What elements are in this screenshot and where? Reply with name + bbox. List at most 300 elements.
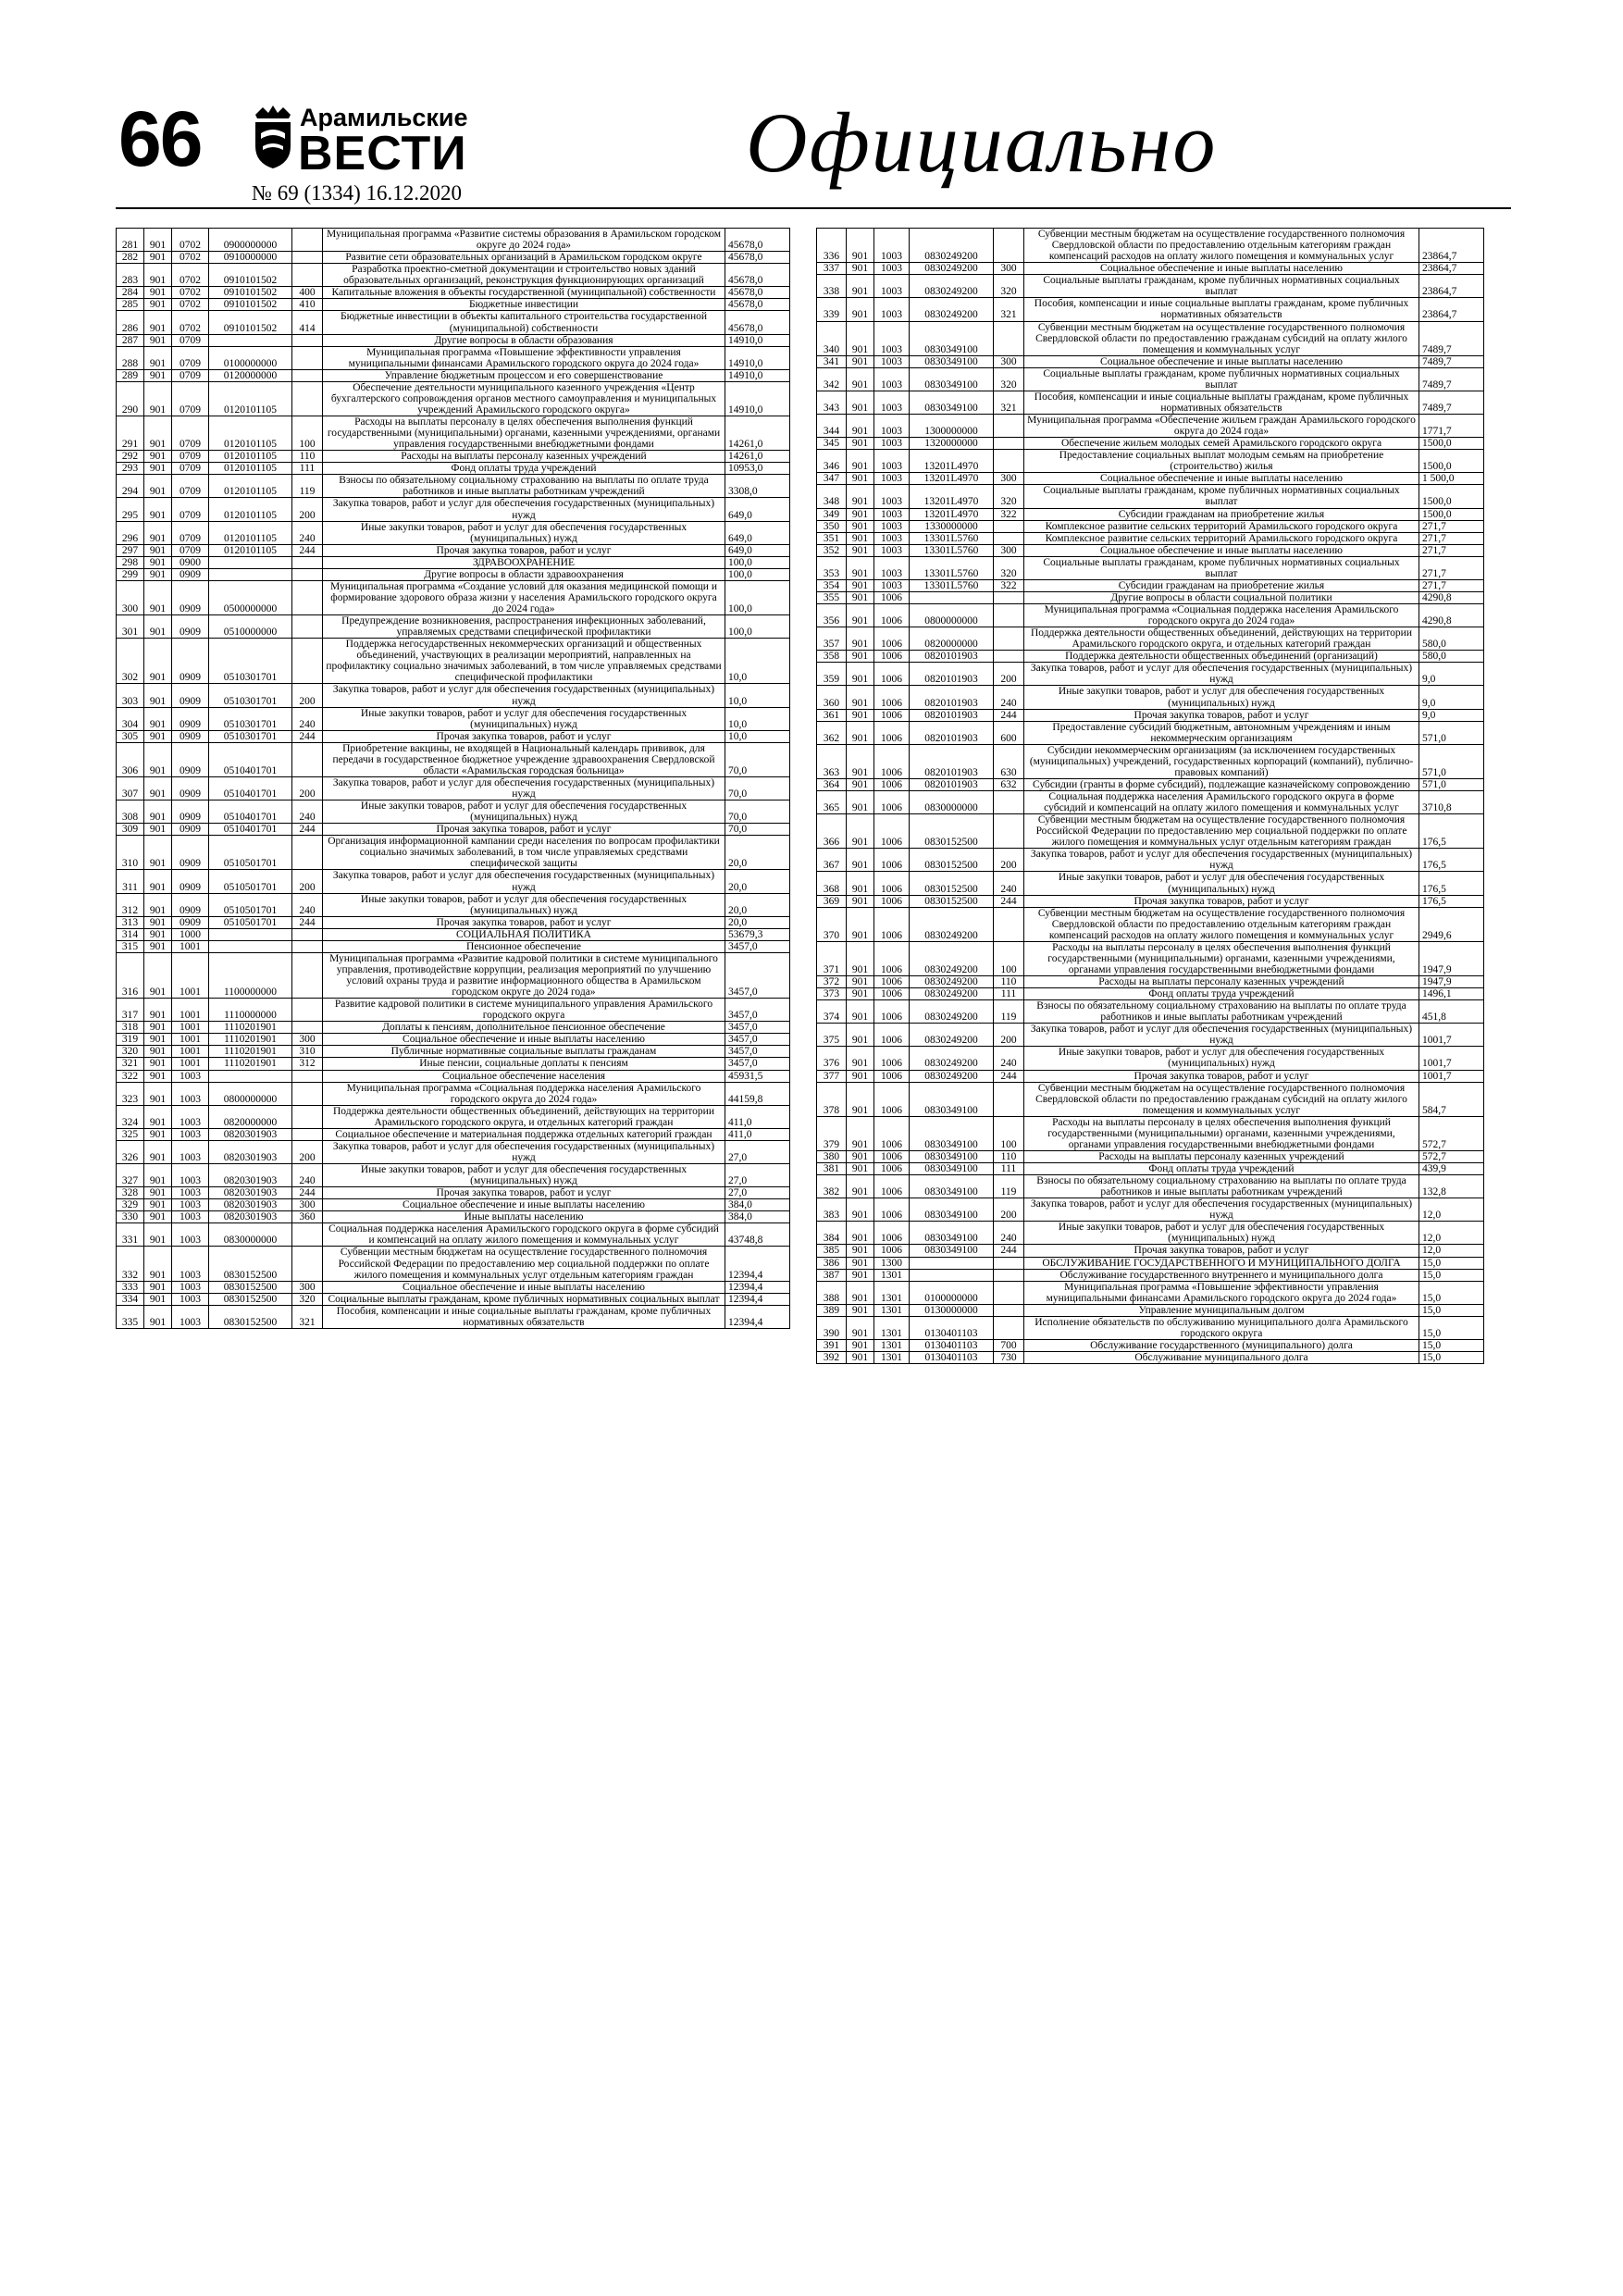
description-cell: Иные закупки товаров, работ и услуг для обеспечения государственных (муниципальных) нужд bbox=[323, 707, 725, 730]
expense-type-cell bbox=[292, 1082, 323, 1105]
amount-cell: 176,5 bbox=[1419, 872, 1484, 895]
section-code-cell: 1301 bbox=[874, 1316, 910, 1339]
amount-cell: 70,0 bbox=[725, 800, 790, 824]
ministry-code-cell: 901 bbox=[847, 1222, 874, 1245]
right-column bbox=[816, 228, 1484, 1364]
row-number-cell: 364 bbox=[817, 778, 847, 790]
section-code-cell: 1001 bbox=[172, 1034, 209, 1046]
ministry-code-cell: 901 bbox=[847, 298, 874, 321]
ministry-code-cell: 901 bbox=[847, 544, 874, 556]
amount-cell: 12,0 bbox=[1419, 1245, 1484, 1257]
target-article-cell: 0910101502 bbox=[209, 287, 292, 299]
row-number-cell: 362 bbox=[817, 721, 847, 744]
amount-cell: 580,0 bbox=[1419, 627, 1484, 651]
row-number-cell: 302 bbox=[117, 639, 144, 684]
budget-table-right-body bbox=[817, 229, 1484, 1364]
target-article-cell: 0830000000 bbox=[209, 1223, 292, 1247]
amount-cell: 132,8 bbox=[1419, 1175, 1484, 1198]
target-article-cell: 0830152500 bbox=[209, 1305, 292, 1328]
expense-type-cell bbox=[994, 907, 1024, 941]
target-article-cell: 0830152500 bbox=[209, 1293, 292, 1305]
row-number-cell: 353 bbox=[817, 556, 847, 579]
section-code-cell: 0709 bbox=[172, 369, 209, 381]
target-article-cell: 0120101105 bbox=[209, 381, 292, 416]
budget-table-left-body bbox=[117, 229, 790, 1329]
amount-cell: 271,7 bbox=[1419, 544, 1484, 556]
row-number-cell: 299 bbox=[117, 568, 144, 580]
expense-type-cell: 200 bbox=[292, 498, 323, 521]
expense-type-cell bbox=[292, 369, 323, 381]
ministry-code-cell: 901 bbox=[144, 568, 172, 580]
table-row bbox=[117, 615, 790, 639]
section-code-cell: 1003 bbox=[172, 1247, 209, 1281]
table-row bbox=[817, 1316, 1484, 1339]
ministry-code-cell: 901 bbox=[144, 684, 172, 707]
ministry-code-cell: 901 bbox=[144, 836, 172, 870]
amount-cell: 10,0 bbox=[725, 730, 790, 742]
amount-cell: 14910,0 bbox=[725, 334, 790, 346]
amount-cell: 14910,0 bbox=[725, 369, 790, 381]
section-code-cell: 1003 bbox=[874, 391, 910, 414]
section-code-cell: 1003 bbox=[172, 1140, 209, 1163]
ministry-code-cell: 901 bbox=[847, 627, 874, 651]
expense-type-cell: 300 bbox=[292, 1199, 323, 1211]
table-row bbox=[117, 893, 790, 916]
expense-type-cell: 244 bbox=[994, 1245, 1024, 1257]
description-cell: Поддержка деятельности общественных объединений (организаций) bbox=[1024, 651, 1419, 663]
table-row bbox=[817, 1339, 1484, 1351]
section-code-cell: 1003 bbox=[874, 438, 910, 450]
target-article-cell: 13301L5760 bbox=[910, 532, 994, 544]
expense-type-cell: 111 bbox=[994, 988, 1024, 1000]
row-number-cell: 288 bbox=[117, 346, 144, 369]
section-code-cell: 1003 bbox=[874, 367, 910, 391]
table-row bbox=[817, 941, 1484, 975]
target-article-cell: 0830249200 bbox=[910, 1047, 994, 1070]
target-article-cell: 0910101502 bbox=[209, 311, 292, 334]
amount-cell: 15,0 bbox=[1419, 1352, 1484, 1364]
ministry-code-cell: 901 bbox=[847, 508, 874, 520]
budget-table-left bbox=[116, 228, 790, 1329]
target-article-cell: 0830349100 bbox=[910, 355, 994, 367]
target-article-cell: 0130401103 bbox=[910, 1352, 994, 1364]
expense-type-cell: 110 bbox=[994, 976, 1024, 988]
row-number-cell: 300 bbox=[117, 580, 144, 614]
target-article-cell bbox=[209, 928, 292, 940]
expense-type-cell bbox=[292, 928, 323, 940]
amount-cell: 70,0 bbox=[725, 742, 790, 776]
expense-type-cell: 322 bbox=[994, 579, 1024, 591]
section-code-cell: 1003 bbox=[874, 450, 910, 473]
amount-cell: 14910,0 bbox=[725, 381, 790, 416]
amount-cell: 9,0 bbox=[1419, 663, 1484, 686]
description-cell: СОЦИАЛЬНАЯ ПОЛИТИКА bbox=[323, 928, 725, 940]
expense-type-cell bbox=[292, 1247, 323, 1281]
target-article-cell: 0510401701 bbox=[209, 742, 292, 776]
description-cell: Закупка товаров, работ и услуг для обеспечения государственных (муниципальных) нужд bbox=[1024, 1024, 1419, 1047]
amount-cell: 15,0 bbox=[1419, 1281, 1484, 1304]
section-code-cell: 0909 bbox=[172, 870, 209, 893]
target-article-cell: 0820301903 bbox=[209, 1211, 292, 1223]
table-row bbox=[817, 355, 1484, 367]
amount-cell: 3457,0 bbox=[725, 1058, 790, 1070]
description-cell: ЗДРАВООХРАНЕНИЕ bbox=[323, 556, 725, 568]
row-number-cell: 360 bbox=[817, 686, 847, 709]
amount-cell: 27,0 bbox=[725, 1140, 790, 1163]
description-cell: Расходы на выплаты персоналу в целях обеспечения выполнения функций государственными (муниципальными) органами, казенными учреждениями, органами управления государственными внебюджетными фондами bbox=[1024, 1116, 1419, 1150]
description-cell: Социальные выплаты гражданам, кроме публичных нормативных социальных выплат bbox=[323, 1293, 725, 1305]
description-cell: Взносы по обязательному социальному страхованию на выплаты по оплате труда работников и иные выплаты работникам учреждений bbox=[1024, 1000, 1419, 1024]
table-row bbox=[817, 907, 1484, 941]
target-article-cell: 0830152500 bbox=[910, 895, 994, 907]
amount-cell: 23864,7 bbox=[1419, 275, 1484, 298]
target-article-cell: 0130401103 bbox=[910, 1339, 994, 1351]
description-cell: Другие вопросы в области образования bbox=[323, 334, 725, 346]
amount-cell: 10953,0 bbox=[725, 463, 790, 475]
description-cell: Пособия, компенсации и иные социальные выплаты гражданам, кроме публичных нормативных обязательств bbox=[1024, 298, 1419, 321]
ministry-code-cell: 901 bbox=[847, 849, 874, 872]
table-row bbox=[117, 1058, 790, 1070]
ministry-code-cell: 901 bbox=[847, 1047, 874, 1070]
table-row bbox=[817, 1198, 1484, 1222]
target-article-cell: 0820101903 bbox=[910, 651, 994, 663]
description-cell: Закупка товаров, работ и услуг для обеспечения государственных (муниципальных) нужд bbox=[1024, 849, 1419, 872]
table-row bbox=[117, 475, 790, 498]
table-row bbox=[817, 1070, 1484, 1082]
ministry-code-cell: 901 bbox=[144, 1082, 172, 1105]
ministry-code-cell: 901 bbox=[144, 346, 172, 369]
description-cell: Бюджетные инвестиции в объекты капитального строительства государственной (муниципальной) собственности bbox=[323, 311, 725, 334]
row-number-cell: 327 bbox=[117, 1164, 144, 1187]
section-code-cell: 1003 bbox=[874, 579, 910, 591]
row-number-cell: 335 bbox=[117, 1305, 144, 1328]
target-article-cell: 0510501701 bbox=[209, 870, 292, 893]
row-number-cell: 350 bbox=[817, 520, 847, 532]
description-cell: Пособия, компенсации и иные социальные выплаты гражданам, кроме публичных нормативных обязательств bbox=[323, 1305, 725, 1328]
amount-cell: 12,0 bbox=[1419, 1198, 1484, 1222]
row-number-cell: 375 bbox=[817, 1024, 847, 1047]
table-row bbox=[117, 999, 790, 1022]
description-cell: Закупка товаров, работ и услуг для обеспечения государственных (муниципальных) нужд bbox=[323, 684, 725, 707]
description-cell: Социальные выплаты гражданам, кроме публичных нормативных социальных выплат bbox=[1024, 556, 1419, 579]
section-code-cell: 1300 bbox=[874, 1257, 910, 1269]
description-cell: Предоставление субсидий бюджетным, автономным учреждениям и иным некоммерческим организациям bbox=[1024, 721, 1419, 744]
amount-cell: 12394,4 bbox=[725, 1281, 790, 1293]
section-code-cell: 1006 bbox=[874, 1175, 910, 1198]
expense-type-cell: 240 bbox=[292, 707, 323, 730]
description-cell: Пенсионное обеспечение bbox=[323, 940, 725, 952]
target-article-cell: 0100000000 bbox=[209, 346, 292, 369]
amount-cell: 3457,0 bbox=[725, 999, 790, 1022]
expense-type-cell: 320 bbox=[292, 1293, 323, 1305]
section-code-cell: 1006 bbox=[874, 895, 910, 907]
expense-type-cell: 244 bbox=[292, 1187, 323, 1199]
section-code-cell: 0709 bbox=[172, 416, 209, 451]
ministry-code-cell: 901 bbox=[847, 473, 874, 485]
description-cell: Прочая закупка товаров, работ и услуг bbox=[323, 544, 725, 556]
section-code-cell: 1006 bbox=[874, 1163, 910, 1175]
amount-cell: 572,7 bbox=[1419, 1116, 1484, 1150]
amount-cell: 20,0 bbox=[725, 893, 790, 916]
description-cell: Социальное обеспечение населения bbox=[323, 1070, 725, 1082]
ministry-code-cell: 901 bbox=[144, 1022, 172, 1034]
section-code-cell: 1003 bbox=[172, 1281, 209, 1293]
expense-type-cell bbox=[292, 381, 323, 416]
section-code-cell: 0909 bbox=[172, 568, 209, 580]
table-row bbox=[817, 367, 1484, 391]
description-cell: Пособия, компенсации и иные социальные выплаты гражданам, кроме публичных нормативных обязательств bbox=[1024, 391, 1419, 414]
ministry-code-cell: 901 bbox=[847, 391, 874, 414]
expense-type-cell: 300 bbox=[994, 544, 1024, 556]
amount-cell: 23864,7 bbox=[1419, 229, 1484, 263]
amount-cell: 12394,4 bbox=[725, 1293, 790, 1305]
table-row bbox=[117, 1105, 790, 1128]
ministry-code-cell: 901 bbox=[144, 730, 172, 742]
amount-cell: 1 500,0 bbox=[1419, 473, 1484, 485]
section-code-cell: 0909 bbox=[172, 639, 209, 684]
target-article-cell: 0830152500 bbox=[910, 872, 994, 895]
target-article-cell: 0820301903 bbox=[209, 1199, 292, 1211]
section-code-cell: 1006 bbox=[874, 744, 910, 778]
row-number-cell: 296 bbox=[117, 521, 144, 544]
table-row bbox=[817, 627, 1484, 651]
table-row bbox=[817, 508, 1484, 520]
row-number-cell: 367 bbox=[817, 849, 847, 872]
expense-type-cell: 100 bbox=[994, 941, 1024, 975]
expense-type-cell: 240 bbox=[292, 893, 323, 916]
amount-cell: 3308,0 bbox=[725, 475, 790, 498]
table-row bbox=[817, 976, 1484, 988]
ministry-code-cell: 901 bbox=[144, 1164, 172, 1187]
description-cell: Иные закупки товаров, работ и услуг для обеспечения государственных (муниципальных) нужд bbox=[323, 1164, 725, 1187]
expense-type-cell bbox=[292, 1070, 323, 1082]
description-cell: Муниципальная программа «Повышение эффективности управления муниципальными финансами Арамильского городского округа до 2024 года» bbox=[1024, 1281, 1419, 1304]
expense-type-cell: 200 bbox=[994, 1024, 1024, 1047]
section-code-cell: 1301 bbox=[874, 1269, 910, 1281]
amount-cell: 10,0 bbox=[725, 684, 790, 707]
description-cell: Закупка товаров, работ и услуг для обеспечения государственных (муниципальных) нужд bbox=[323, 1140, 725, 1163]
target-article-cell: 0830249200 bbox=[910, 976, 994, 988]
section-code-cell: 0909 bbox=[172, 800, 209, 824]
section-code-cell: 1301 bbox=[874, 1339, 910, 1351]
section-code-cell: 1006 bbox=[874, 686, 910, 709]
row-number-cell: 388 bbox=[817, 1281, 847, 1304]
target-article-cell: 0820101903 bbox=[910, 663, 994, 686]
description-cell: Расходы на выплаты персоналу казенных учреждений bbox=[323, 451, 725, 463]
row-number-cell: 348 bbox=[817, 485, 847, 508]
expense-type-cell bbox=[994, 520, 1024, 532]
section-code-cell: 0702 bbox=[172, 252, 209, 264]
row-number-cell: 326 bbox=[117, 1140, 144, 1163]
table-row bbox=[117, 1128, 790, 1140]
section-title: Официально bbox=[746, 95, 1218, 190]
table-row bbox=[817, 229, 1484, 263]
table-row bbox=[817, 275, 1484, 298]
row-number-cell: 357 bbox=[817, 627, 847, 651]
row-number-cell: 369 bbox=[817, 895, 847, 907]
table-row bbox=[117, 684, 790, 707]
ministry-code-cell: 901 bbox=[847, 721, 874, 744]
amount-cell: 2949,6 bbox=[1419, 907, 1484, 941]
amount-cell: 1001,7 bbox=[1419, 1024, 1484, 1047]
section-code-cell: 1003 bbox=[874, 275, 910, 298]
section-code-cell: 1006 bbox=[874, 1024, 910, 1047]
ministry-code-cell: 901 bbox=[144, 1105, 172, 1128]
table-row bbox=[817, 1352, 1484, 1364]
description-cell: Субсидии гражданам на приобретение жилья bbox=[1024, 508, 1419, 520]
ministry-code-cell: 901 bbox=[144, 475, 172, 498]
ministry-code-cell: 901 bbox=[847, 686, 874, 709]
row-number-cell: 311 bbox=[117, 870, 144, 893]
target-article-cell: 0830349100 bbox=[910, 1222, 994, 1245]
amount-cell: 411,0 bbox=[725, 1105, 790, 1128]
expense-type-cell bbox=[292, 1128, 323, 1140]
section-code-cell: 0909 bbox=[172, 707, 209, 730]
target-article-cell: 0830349100 bbox=[910, 1082, 994, 1116]
expense-type-cell bbox=[292, 1105, 323, 1128]
description-cell: Субвенции местным бюджетам на осуществление государственного полномочия Российской Федерации по предоставлению мер социальной поддержки по оплате жилого помещения и коммунальных услуг отдельным категориям граждан bbox=[1024, 814, 1419, 849]
target-article-cell bbox=[209, 556, 292, 568]
table-row bbox=[117, 1046, 790, 1058]
target-article-cell: 0120101105 bbox=[209, 475, 292, 498]
row-number-cell: 384 bbox=[817, 1222, 847, 1245]
expense-type-cell: 700 bbox=[994, 1339, 1024, 1351]
target-article-cell: 13201L4970 bbox=[910, 473, 994, 485]
table-row bbox=[117, 870, 790, 893]
expense-type-cell: 300 bbox=[994, 263, 1024, 275]
section-code-cell: 1003 bbox=[172, 1199, 209, 1211]
amount-cell: 45678,0 bbox=[725, 287, 790, 299]
amount-cell: 3457,0 bbox=[725, 1046, 790, 1058]
expense-type-cell bbox=[994, 1082, 1024, 1116]
table-row bbox=[117, 1199, 790, 1211]
table-row bbox=[117, 463, 790, 475]
table-row bbox=[817, 579, 1484, 591]
expense-type-cell: 200 bbox=[292, 776, 323, 800]
row-number-cell: 297 bbox=[117, 544, 144, 556]
ministry-code-cell: 901 bbox=[144, 1187, 172, 1199]
ministry-code-cell: 901 bbox=[847, 532, 874, 544]
section-code-cell: 0709 bbox=[172, 544, 209, 556]
section-code-cell: 0909 bbox=[172, 776, 209, 800]
ministry-code-cell: 901 bbox=[144, 893, 172, 916]
expense-type-cell bbox=[292, 229, 323, 252]
row-number-cell: 374 bbox=[817, 1000, 847, 1024]
section-code-cell: 0702 bbox=[172, 229, 209, 252]
row-number-cell: 306 bbox=[117, 742, 144, 776]
row-number-cell: 287 bbox=[117, 334, 144, 346]
description-cell: Субсидии гражданам на приобретение жилья bbox=[1024, 579, 1419, 591]
section-code-cell: 0909 bbox=[172, 916, 209, 928]
description-cell: Социальные выплаты гражданам, кроме публичных нормативных социальных выплат bbox=[1024, 367, 1419, 391]
expense-type-cell: 321 bbox=[994, 391, 1024, 414]
row-number-cell: 309 bbox=[117, 824, 144, 836]
target-article-cell: 0830349100 bbox=[910, 1163, 994, 1175]
section-code-cell: 0900 bbox=[172, 556, 209, 568]
table-row bbox=[817, 473, 1484, 485]
ministry-code-cell: 901 bbox=[847, 1082, 874, 1116]
row-number-cell: 328 bbox=[117, 1187, 144, 1199]
ministry-code-cell: 901 bbox=[847, 415, 874, 438]
description-cell: Закупка товаров, работ и услуг для обеспечения государственных (муниципальных) нужд bbox=[323, 498, 725, 521]
ministry-code-cell: 901 bbox=[144, 299, 172, 311]
ministry-code-cell: 901 bbox=[144, 1140, 172, 1163]
expense-type-cell: 321 bbox=[994, 298, 1024, 321]
table-row bbox=[117, 334, 790, 346]
issue-number: № 69 (1334) 16.12.2020 bbox=[252, 181, 463, 205]
row-number-cell: 379 bbox=[817, 1116, 847, 1150]
amount-cell: 12,0 bbox=[1419, 1222, 1484, 1245]
expense-type-cell bbox=[292, 615, 323, 639]
description-cell: Социальное обеспечение и иные выплаты населению bbox=[1024, 263, 1419, 275]
ministry-code-cell: 901 bbox=[847, 1000, 874, 1024]
ministry-code-cell: 901 bbox=[847, 778, 874, 790]
table-row bbox=[817, 1304, 1484, 1316]
amount-cell: 70,0 bbox=[725, 776, 790, 800]
table-row bbox=[817, 321, 1484, 355]
section-code-cell: 1003 bbox=[874, 355, 910, 367]
row-number-cell: 295 bbox=[117, 498, 144, 521]
section-code-cell: 0709 bbox=[172, 381, 209, 416]
table-row bbox=[817, 778, 1484, 790]
target-article-cell: 0510401701 bbox=[209, 776, 292, 800]
section-code-cell: 0909 bbox=[172, 580, 209, 614]
target-article-cell: 0130401103 bbox=[910, 1316, 994, 1339]
amount-cell: 384,0 bbox=[725, 1211, 790, 1223]
target-article-cell: 0510501701 bbox=[209, 893, 292, 916]
expense-type-cell bbox=[994, 438, 1024, 450]
amount-cell: 1496,1 bbox=[1419, 988, 1484, 1000]
table-row bbox=[117, 346, 790, 369]
amount-cell: 20,0 bbox=[725, 916, 790, 928]
description-cell: Субвенции местным бюджетам на осуществление государственного полномочия Свердловской области по предоставлению гражданам субсидий на оплату жилого помещения и коммунальных услуг bbox=[1024, 1082, 1419, 1116]
ministry-code-cell: 901 bbox=[144, 916, 172, 928]
table-row bbox=[817, 1163, 1484, 1175]
expense-type-cell: 100 bbox=[292, 416, 323, 451]
amount-cell: 571,0 bbox=[1419, 778, 1484, 790]
section-code-cell: 1001 bbox=[172, 999, 209, 1022]
amount-cell: 45678,0 bbox=[725, 311, 790, 334]
expense-type-cell: 244 bbox=[292, 730, 323, 742]
ministry-code-cell: 901 bbox=[144, 416, 172, 451]
target-article-cell bbox=[209, 1070, 292, 1082]
description-cell: Публичные нормативные социальные выплаты гражданам bbox=[323, 1046, 725, 1058]
table-row bbox=[117, 916, 790, 928]
row-number-cell: 386 bbox=[817, 1257, 847, 1269]
ministry-code-cell: 901 bbox=[847, 1070, 874, 1082]
description-cell: Развитие кадровой политики в системе муниципального управления Арамильского городского округа bbox=[323, 999, 725, 1022]
expense-type-cell bbox=[994, 604, 1024, 627]
row-number-cell: 345 bbox=[817, 438, 847, 450]
section-code-cell: 1001 bbox=[172, 952, 209, 998]
description-cell: Прочая закупка товаров, работ и услуг bbox=[323, 916, 725, 928]
ministry-code-cell: 901 bbox=[847, 651, 874, 663]
row-number-cell: 322 bbox=[117, 1070, 144, 1082]
section-code-cell: 1003 bbox=[172, 1305, 209, 1328]
ministry-code-cell: 901 bbox=[144, 1058, 172, 1070]
amount-cell: 176,5 bbox=[1419, 895, 1484, 907]
table-row bbox=[117, 1293, 790, 1305]
target-article-cell: 13301L5760 bbox=[910, 544, 994, 556]
ministry-code-cell: 901 bbox=[847, 450, 874, 473]
description-cell: Исполнение обязательств по обслуживанию муниципального долга Арамильского городского округа bbox=[1024, 1316, 1419, 1339]
ministry-code-cell: 901 bbox=[847, 367, 874, 391]
description-cell: Прочая закупка товаров, работ и услуг bbox=[1024, 709, 1419, 721]
row-number-cell: 380 bbox=[817, 1150, 847, 1162]
row-number-cell: 303 bbox=[117, 684, 144, 707]
expense-type-cell bbox=[994, 591, 1024, 603]
target-article-cell: 0830152500 bbox=[910, 849, 994, 872]
